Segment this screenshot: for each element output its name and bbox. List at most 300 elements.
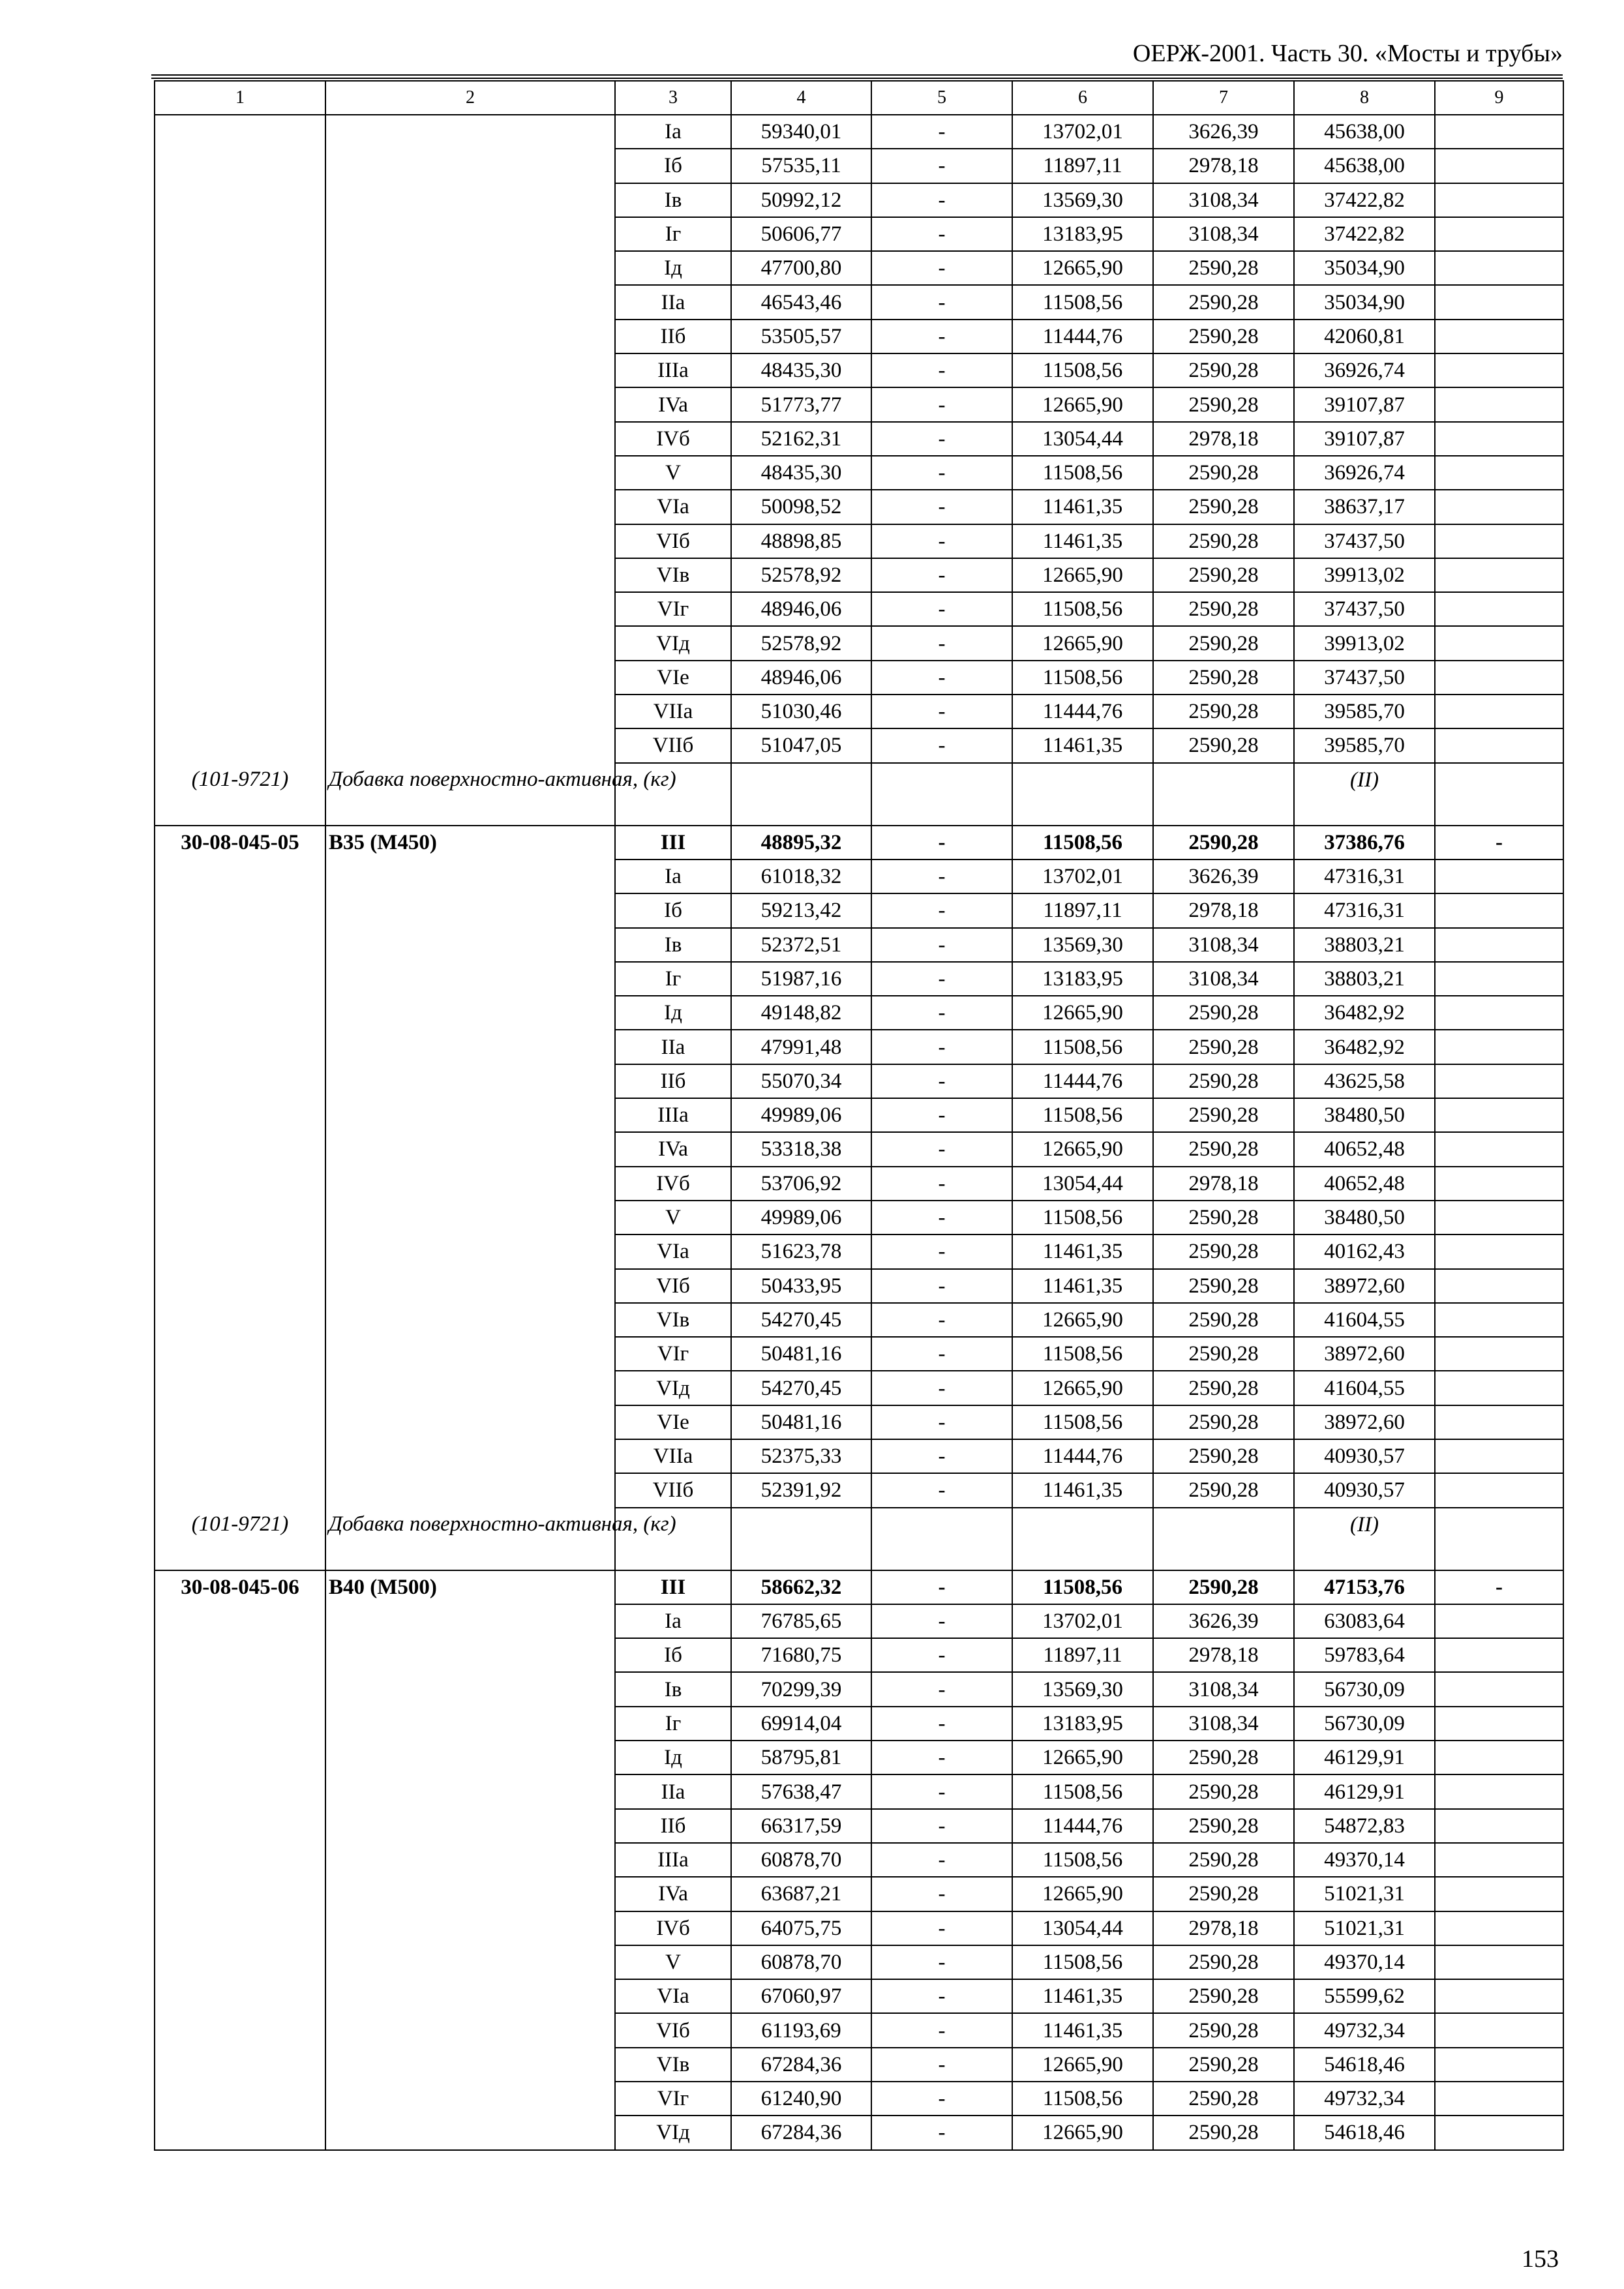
resource-value: (II) <box>1294 763 1435 826</box>
code-cell-empty <box>155 1604 325 1638</box>
name-cell-empty <box>325 251 615 285</box>
table-cell <box>1435 626 1563 660</box>
table-cell: - <box>871 387 1012 421</box>
table-cell: 2590,28 <box>1153 1371 1294 1405</box>
table-cell: 69914,04 <box>731 1707 871 1741</box>
table-cell: 38480,50 <box>1294 1201 1435 1234</box>
table-cell: 2590,28 <box>1153 1132 1294 1166</box>
name-cell-empty <box>325 1741 615 1774</box>
table-cell: - <box>871 1945 1012 1979</box>
table-cell: 2590,28 <box>1153 320 1294 353</box>
table-cell: 52372,51 <box>731 928 871 962</box>
table-cell: 63687,21 <box>731 1877 871 1911</box>
table-cell: 11508,56 <box>1012 1030 1153 1064</box>
table-cell: VIг <box>615 592 731 626</box>
code-cell-empty <box>155 1672 325 1706</box>
table-cell: 3626,39 <box>1153 115 1294 149</box>
table-cell: 11508,56 <box>1012 826 1153 860</box>
table-cell <box>1435 1371 1563 1405</box>
table-cell: 59340,01 <box>731 115 871 149</box>
table-cell: 2590,28 <box>1153 2116 1294 2149</box>
table-cell: Iг <box>615 217 731 251</box>
table-cell: - <box>871 1877 1012 1911</box>
table-cell: - <box>871 1774 1012 1808</box>
table-cell: 54270,45 <box>731 1303 871 1337</box>
table-row <box>155 1707 1563 1741</box>
name-cell-empty <box>325 2116 615 2149</box>
table-cell: 56730,09 <box>1294 1672 1435 1706</box>
table-cell: 61193,69 <box>731 2013 871 2047</box>
table-cell: 54618,46 <box>1294 2116 1435 2149</box>
table-cell: 2590,28 <box>1153 826 1294 860</box>
code-cell-empty <box>155 2013 325 2047</box>
table-cell: VIe <box>615 1405 731 1439</box>
code-cell-empty <box>155 387 325 421</box>
table-cell: VIб <box>615 2013 731 2047</box>
table-cell: - <box>871 320 1012 353</box>
table-cell: Iд <box>615 1741 731 1774</box>
table-row <box>155 422 1563 456</box>
table-cell: 39913,02 <box>1294 558 1435 592</box>
table-cell: VIa <box>615 490 731 524</box>
table-cell: 2590,28 <box>1153 456 1294 490</box>
table-cell <box>1435 558 1563 592</box>
name-cell-empty <box>325 1439 615 1473</box>
table-cell: 2590,28 <box>1153 285 1294 319</box>
table-cell: - <box>871 2013 1012 2047</box>
table-cell <box>1435 524 1563 558</box>
table-row <box>155 1371 1563 1405</box>
resource-note-row <box>155 1508 1563 1570</box>
table-cell: 2590,28 <box>1153 1201 1294 1234</box>
name-cell-empty <box>325 490 615 524</box>
table-cell: 36482,92 <box>1294 996 1435 1030</box>
table-cell: - <box>871 558 1012 592</box>
table-cell: - <box>871 661 1012 695</box>
table-cell: 48435,30 <box>731 456 871 490</box>
table-row <box>155 1132 1563 1166</box>
table-cell: 66317,59 <box>731 1809 871 1843</box>
table-cell: 2590,28 <box>1153 490 1294 524</box>
table-cell <box>1435 1707 1563 1741</box>
table-cell: 11508,56 <box>1012 1337 1153 1371</box>
name-cell-empty <box>325 422 615 456</box>
table-cell: 2978,18 <box>1153 1167 1294 1201</box>
table-cell: Iв <box>615 183 731 217</box>
table-cell: 50433,95 <box>731 1269 871 1303</box>
table-cell: 12665,90 <box>1012 558 1153 592</box>
table-cell: V <box>615 1945 731 1979</box>
table-cell: 37437,50 <box>1294 661 1435 695</box>
table-cell: 2590,28 <box>1153 626 1294 660</box>
table-cell <box>1435 149 1563 183</box>
code-cell-empty <box>155 1877 325 1911</box>
table-cell: 11508,56 <box>1012 1201 1153 1234</box>
table-cell: 11444,76 <box>1012 695 1153 728</box>
table-cell <box>1435 962 1563 996</box>
name-cell-empty <box>325 353 615 387</box>
table-cell: 12665,90 <box>1012 1741 1153 1774</box>
table-cell: 37386,76 <box>1294 826 1435 860</box>
table-cell: 52162,31 <box>731 422 871 456</box>
table-cell: 13702,01 <box>1012 1604 1153 1638</box>
table-cell: 11508,56 <box>1012 2082 1153 2116</box>
column-number: 2 <box>325 81 615 115</box>
table-cell <box>731 763 871 826</box>
code-cell-empty <box>155 217 325 251</box>
table-cell <box>1435 2082 1563 2116</box>
table-cell: 11508,56 <box>1012 1774 1153 1808</box>
table-cell: VIв <box>615 558 731 592</box>
table-cell: IIб <box>615 320 731 353</box>
table-cell <box>1435 217 1563 251</box>
table-cell: III <box>615 826 731 860</box>
table-cell: IIб <box>615 1809 731 1843</box>
table-cell: 13054,44 <box>1012 1911 1153 1945</box>
item-code: 30-08-045-05 <box>155 826 325 860</box>
table-body <box>155 115 1563 2150</box>
table-row-main-item <box>155 1570 1563 1604</box>
code-cell-empty <box>155 962 325 996</box>
table-cell: 46129,91 <box>1294 1774 1435 1808</box>
table-cell: 3108,34 <box>1153 183 1294 217</box>
table-row <box>155 962 1563 996</box>
table-cell: 2590,28 <box>1153 1843 1294 1877</box>
table-cell <box>1435 763 1563 826</box>
table-cell: 12665,90 <box>1012 1371 1153 1405</box>
table-cell: 50481,16 <box>731 1337 871 1371</box>
table-cell: VIa <box>615 1979 731 2013</box>
table-cell <box>1435 996 1563 1030</box>
table-cell: - <box>871 592 1012 626</box>
table-cell: 36926,74 <box>1294 456 1435 490</box>
column-number: 7 <box>1153 81 1294 115</box>
table-cell: 2590,28 <box>1153 1439 1294 1473</box>
table-cell: 51987,16 <box>731 962 871 996</box>
table-cell: - <box>871 1405 1012 1439</box>
table-cell: - <box>871 2116 1012 2149</box>
table-cell: 54872,83 <box>1294 1809 1435 1843</box>
table-cell: 2590,28 <box>1153 1570 1294 1604</box>
table-cell: VIa <box>615 1234 731 1268</box>
code-cell-empty <box>155 183 325 217</box>
table-cell: 53318,38 <box>731 1132 871 1166</box>
name-cell-empty <box>325 1269 615 1303</box>
code-cell-empty <box>155 320 325 353</box>
table-cell: 3108,34 <box>1153 1707 1294 1741</box>
name-cell-empty <box>325 1201 615 1234</box>
table-cell: 49732,34 <box>1294 2082 1435 2116</box>
name-cell-empty <box>325 626 615 660</box>
table-cell: - <box>871 422 1012 456</box>
table-row <box>155 1638 1563 1672</box>
name-cell-empty <box>325 695 615 728</box>
name-cell-empty <box>325 1945 615 1979</box>
name-cell-empty <box>325 387 615 421</box>
table-row <box>155 728 1563 762</box>
table-cell <box>1435 285 1563 319</box>
table-cell: 11508,56 <box>1012 661 1153 695</box>
table-cell <box>1435 1638 1563 1672</box>
table-row <box>155 1604 1563 1638</box>
table-cell: IVa <box>615 1877 731 1911</box>
table-cell: 12665,90 <box>1012 1303 1153 1337</box>
table-cell: 11461,35 <box>1012 1473 1153 1507</box>
table-cell: 38637,17 <box>1294 490 1435 524</box>
table-cell <box>1435 422 1563 456</box>
table-cell: - <box>871 1201 1012 1234</box>
table-cell <box>1435 1473 1563 1507</box>
table-cell <box>1435 860 1563 893</box>
table-cell: - <box>871 1604 1012 1638</box>
table-cell: 46129,91 <box>1294 1741 1435 1774</box>
table-cell: - <box>871 728 1012 762</box>
table-row <box>155 1809 1563 1843</box>
table-cell: VIIб <box>615 728 731 762</box>
resource-name: Добавка поверхностно-активная, (кг) <box>325 763 615 826</box>
table-cell <box>1012 763 1153 826</box>
table-cell: 2590,28 <box>1153 558 1294 592</box>
table-cell <box>1435 353 1563 387</box>
table-cell: 2590,28 <box>1153 996 1294 1030</box>
table-cell: - <box>871 1132 1012 1166</box>
table-cell: - <box>871 860 1012 893</box>
table-cell: 40162,43 <box>1294 1234 1435 1268</box>
code-cell-empty <box>155 285 325 319</box>
table-cell: 59213,42 <box>731 893 871 927</box>
table-cell: 49370,14 <box>1294 1843 1435 1877</box>
table-cell <box>1435 1405 1563 1439</box>
table-cell: 2590,28 <box>1153 728 1294 762</box>
table-row <box>155 1064 1563 1098</box>
name-cell-empty <box>325 558 615 592</box>
table-cell: 55070,34 <box>731 1064 871 1098</box>
table-cell: 13569,30 <box>1012 928 1153 962</box>
table-cell: 40652,48 <box>1294 1167 1435 1201</box>
table-cell: - <box>871 826 1012 860</box>
code-cell-empty <box>155 1945 325 1979</box>
table-cell <box>1435 1030 1563 1064</box>
code-cell-empty <box>155 1741 325 1774</box>
table-cell <box>1435 1979 1563 2013</box>
table-cell <box>1435 695 1563 728</box>
table-row <box>155 456 1563 490</box>
page-number: 153 <box>1522 2245 1559 2273</box>
code-cell-empty <box>155 2082 325 2116</box>
table-cell: 2590,28 <box>1153 592 1294 626</box>
table-cell <box>1435 1064 1563 1098</box>
table-cell: 53505,57 <box>731 320 871 353</box>
table-cell: 2590,28 <box>1153 387 1294 421</box>
table-cell <box>1435 1741 1563 1774</box>
table-cell: 67060,97 <box>731 1979 871 2013</box>
column-number: 9 <box>1435 81 1563 115</box>
table-cell: 48895,32 <box>731 826 871 860</box>
table-cell: 38972,60 <box>1294 1337 1435 1371</box>
table-cell: - <box>871 1098 1012 1132</box>
table-cell: 2590,28 <box>1153 1809 1294 1843</box>
table-cell: 2590,28 <box>1153 1473 1294 1507</box>
table-cell: 2590,28 <box>1153 1269 1294 1303</box>
table-cell: 2590,28 <box>1153 1098 1294 1132</box>
table-cell: 3626,39 <box>1153 1604 1294 1638</box>
table-cell: 48898,85 <box>731 524 871 558</box>
code-cell-empty <box>155 1638 325 1672</box>
name-cell-empty <box>325 524 615 558</box>
table-cell: 11444,76 <box>1012 1809 1153 1843</box>
table-cell: 2590,28 <box>1153 1234 1294 1268</box>
table-cell: 11444,76 <box>1012 1439 1153 1473</box>
table-cell: 12665,90 <box>1012 1877 1153 1911</box>
name-cell-empty <box>325 1707 615 1741</box>
code-cell-empty <box>155 1843 325 1877</box>
table-cell: 13702,01 <box>1012 115 1153 149</box>
price-table <box>154 80 1564 2151</box>
table-cell: 11508,56 <box>1012 1405 1153 1439</box>
code-cell-empty <box>155 456 325 490</box>
table-cell <box>1435 1774 1563 1808</box>
table-cell: - <box>871 1167 1012 1201</box>
table-cell <box>1435 251 1563 285</box>
table-row <box>155 1030 1563 1064</box>
table-cell: IIa <box>615 1030 731 1064</box>
table-cell: - <box>871 1638 1012 1672</box>
table-cell: 47700,80 <box>731 251 871 285</box>
resource-code: (101-9721) <box>155 763 325 826</box>
table-cell: - <box>871 1371 1012 1405</box>
table-cell <box>871 763 1012 826</box>
name-cell-empty <box>325 149 615 183</box>
code-cell-empty <box>155 893 325 927</box>
table-cell: 2590,28 <box>1153 2013 1294 2047</box>
table-row <box>155 2116 1563 2149</box>
table-row <box>155 1911 1563 1945</box>
name-cell-empty <box>325 1877 615 1911</box>
table-cell: 2590,28 <box>1153 2048 1294 2082</box>
name-cell-empty <box>325 1774 615 1808</box>
table-row <box>155 2013 1563 2047</box>
table-cell: 58662,32 <box>731 1570 871 1604</box>
table-row <box>155 928 1563 962</box>
name-cell-empty <box>325 1638 615 1672</box>
table-row <box>155 1672 1563 1706</box>
column-number: 8 <box>1294 81 1435 115</box>
table-cell <box>1012 1508 1153 1570</box>
table-cell: 46543,46 <box>731 285 871 319</box>
table-cell: 63083,64 <box>1294 1604 1435 1638</box>
table-cell: - <box>871 524 1012 558</box>
table-cell: 11897,11 <box>1012 149 1153 183</box>
table-cell: - <box>871 1809 1012 1843</box>
table-row <box>155 2048 1563 2082</box>
table-cell: IVб <box>615 1911 731 1945</box>
table-cell: 50992,12 <box>731 183 871 217</box>
table-row <box>155 558 1563 592</box>
name-cell-empty <box>325 1337 615 1371</box>
code-cell-empty <box>155 422 325 456</box>
table-cell: 40930,57 <box>1294 1439 1435 1473</box>
table-cell <box>1435 1269 1563 1303</box>
table-cell: 11897,11 <box>1012 893 1153 927</box>
table-cell: 54270,45 <box>731 1371 871 1405</box>
code-cell-empty <box>155 524 325 558</box>
table-cell: Ia <box>615 115 731 149</box>
name-cell-empty <box>325 115 615 149</box>
code-cell-empty <box>155 558 325 592</box>
table-cell <box>1435 1945 1563 1979</box>
table-cell: 61018,32 <box>731 860 871 893</box>
resource-value: (II) <box>1294 1508 1435 1570</box>
code-cell-empty <box>155 2116 325 2149</box>
table-cell: 11508,56 <box>1012 353 1153 387</box>
table-row <box>155 1201 1563 1234</box>
table-cell: 49148,82 <box>731 996 871 1030</box>
table-cell: 59783,64 <box>1294 1638 1435 1672</box>
table-cell: 11508,56 <box>1012 1098 1153 1132</box>
table-cell: 51623,78 <box>731 1234 871 1268</box>
name-cell-empty <box>325 661 615 695</box>
table-cell: 56730,09 <box>1294 1707 1435 1741</box>
name-cell-empty <box>325 285 615 319</box>
table-cell: IVa <box>615 1132 731 1166</box>
table-cell: VIв <box>615 2048 731 2082</box>
name-cell-empty <box>325 2048 615 2082</box>
code-cell-empty <box>155 2048 325 2082</box>
code-cell-empty <box>155 1269 325 1303</box>
table-cell <box>1435 1843 1563 1877</box>
code-cell-empty <box>155 1979 325 2013</box>
table-cell: IIIa <box>615 1843 731 1877</box>
table-cell: 13183,95 <box>1012 962 1153 996</box>
column-number: 5 <box>871 81 1012 115</box>
code-cell-empty <box>155 1371 325 1405</box>
table-cell: 39585,70 <box>1294 728 1435 762</box>
table-cell: 13569,30 <box>1012 1672 1153 1706</box>
table-column-numbers <box>155 81 1563 115</box>
table-cell: IIIa <box>615 1098 731 1132</box>
table-cell: 12665,90 <box>1012 1132 1153 1166</box>
code-cell-empty <box>155 1473 325 1507</box>
table-row <box>155 893 1563 927</box>
table-cell: - <box>871 285 1012 319</box>
code-cell-empty <box>155 1167 325 1201</box>
table-cell: - <box>871 1030 1012 1064</box>
table-cell <box>1153 1508 1294 1570</box>
table-cell: 35034,90 <box>1294 285 1435 319</box>
table-cell: Iг <box>615 1707 731 1741</box>
table-row <box>155 996 1563 1030</box>
table-cell: Iг <box>615 962 731 996</box>
code-cell-empty <box>155 490 325 524</box>
table-cell <box>1435 183 1563 217</box>
table-cell: 11461,35 <box>1012 2013 1153 2047</box>
table-cell: - <box>1435 826 1563 860</box>
code-cell-empty <box>155 1774 325 1808</box>
name-cell-empty <box>325 217 615 251</box>
table-row <box>155 1098 1563 1132</box>
code-cell-empty <box>155 860 325 893</box>
table-cell: 70299,39 <box>731 1672 871 1706</box>
table-cell: 2590,28 <box>1153 1064 1294 1098</box>
table-cell: 38803,21 <box>1294 928 1435 962</box>
name-cell-empty <box>325 1064 615 1098</box>
table-cell: 37422,82 <box>1294 217 1435 251</box>
table-cell: - <box>871 893 1012 927</box>
table-cell: - <box>871 1473 1012 1507</box>
table-cell: VIг <box>615 1337 731 1371</box>
table-cell <box>1435 1337 1563 1371</box>
table-cell <box>1435 456 1563 490</box>
